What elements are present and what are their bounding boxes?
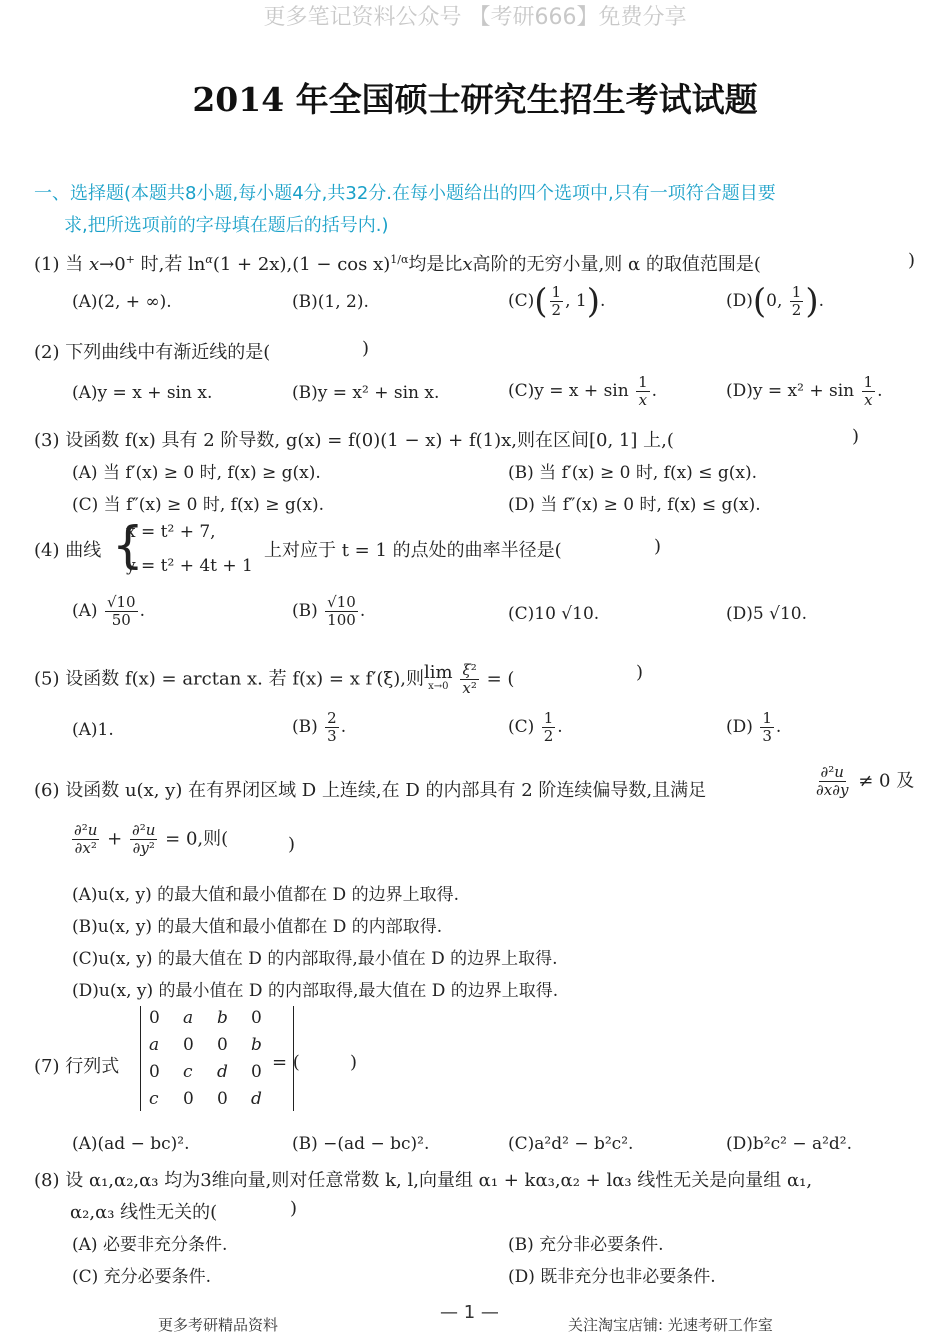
q4-option-b: (B) $\frac{√10}{100}$ .: [292, 593, 366, 629]
q6-option-b: (B)u(x, y) 的最大值和最小值都在 D 的内部取得.: [72, 917, 443, 937]
q2-option-d: (D)y = x² + sin $\frac{1}{x}$ .: [726, 373, 883, 409]
q8-option-a: (A) 必要非充分条件.: [72, 1235, 228, 1255]
question-6-stem: (6) 设函数 u(x, y) 在有界闭区域 D 上连续,在 D 的内部具有 2 阶连续偏导数,且满足: [34, 780, 707, 801]
q2-option-b: (B)y = x² + sin x.: [292, 383, 440, 403]
matrix-cell: 0: [251, 1008, 262, 1028]
q4-option-c: (C)10 √10.: [508, 604, 600, 624]
matrix-cell: b: [251, 1035, 262, 1055]
question-4-label: (4) 曲线: [34, 540, 102, 561]
q3-option-b: (B) 当 f′(x) ≥ 0 时, f(x) ≤ g(x).: [508, 463, 757, 483]
q1-option-b: (B)(1, 2).: [292, 292, 369, 312]
question-8-line-1: (8) 设 α₁,α₂,α₃ 均为3维向量,则对任意常数 k, l,向量组 α₁ + kα₃,α₂ + lα₃ 线性无关是向量组 α₁,: [34, 1170, 813, 1191]
matrix-cell: c: [183, 1062, 193, 1082]
footer-right: 关注淘宝店铺: 光速考研工作室: [568, 1316, 773, 1334]
q5-option-b: (B) $\frac{2}{3}$ .: [292, 709, 347, 745]
question-8-line-2: α₂,α₃ 线性无关的(: [70, 1202, 218, 1223]
q7-option-a: (A)(ad − bc)².: [72, 1134, 190, 1154]
q4-eq2: y = t² + 4t + 1: [126, 556, 253, 576]
page-number: — 1 —: [440, 1302, 499, 1323]
q5-option-c: (C) $\frac{1}{2}$ .: [508, 709, 563, 745]
section-line-1: 一、选择题(本题共8小题,每小题4分,共32分.在每小题给出的四个选项中,只有一项符合题目要: [34, 183, 776, 204]
q1-option-a: (A)(2, + ∞).: [72, 292, 172, 312]
question-6-close: ): [288, 834, 296, 855]
matrix-cell: a: [149, 1035, 160, 1055]
question-5-close: ): [636, 662, 644, 683]
matrix-cell: a: [183, 1008, 194, 1028]
matrix-cell: 0: [149, 1008, 160, 1028]
matrix-cell: d: [251, 1089, 262, 1109]
section-header: [34, 178, 776, 242]
question-8-close: ): [290, 1198, 298, 1219]
question-4-stem: 上对应于 t = 1 的点处的曲率半径是(: [264, 540, 562, 561]
question-7-close: ): [350, 1052, 358, 1073]
section-line-2: 求,把所选项前的字母填在题后的括号内.): [64, 215, 389, 236]
question-5-stem: (5) 设函数 f(x) = arctan x. 若 f(x) = x f′(ξ),则 lim x→0 $\frac{\text{ξ²}}{\text{x²}}$ = (: [34, 661, 515, 697]
question-3-stem: (3) 设函数 f(x) 具有 2 阶导数, g(x) = f(0)(1 − x) + f(1)x,则在区间[0, 1] 上,(: [34, 430, 674, 451]
question-2-stem: (2) 下列曲线中有渐近线的是(: [34, 342, 271, 363]
question-3-close: ): [852, 426, 860, 447]
matrix-cell: 0: [217, 1089, 228, 1109]
q2-option-a: (A)y = x + sin x.: [72, 383, 213, 403]
page-title: 2014 年全国硕士研究生招生考试试题: [192, 80, 758, 119]
q6-option-a: (A)u(x, y) 的最大值和最小值都在 D 的边界上取得.: [72, 885, 459, 905]
question-2-close: ): [362, 338, 370, 359]
q6-mixed-partial: $\frac{\text{∂²u}}{\partial x\partial y}$ ≠ 0 及: [816, 763, 915, 799]
q7-option-c: (C)a²d² − b²c².: [508, 1134, 634, 1154]
question-7-label: (7) 行列式: [34, 1056, 120, 1077]
q6-option-c: (C)u(x, y) 的最大值在 D 的内部取得,最小值在 D 的边界上取得.: [72, 949, 558, 969]
footer-left: 更多考研精品资料: [158, 1316, 279, 1334]
q8-option-d: (D) 既非充分也非必要条件.: [508, 1267, 716, 1287]
question-7-stem: = (: [272, 1052, 300, 1073]
q8-option-b: (B) 充分非必要条件.: [508, 1235, 664, 1255]
q5-option-a: (A)1.: [72, 720, 114, 740]
q1-option-c: (C)( $\frac{1}{2}$ , 1).: [508, 281, 606, 322]
q4-option-d: (D)5 √10.: [726, 604, 807, 624]
matrix-cell: d: [217, 1062, 228, 1082]
q5-option-d: (D) $\frac{1}{3}$ .: [726, 709, 782, 745]
q3-option-a: (A) 当 f′(x) ≥ 0 时, f(x) ≥ g(x).: [72, 463, 321, 483]
q8-option-c: (C) 充分必要条件.: [72, 1267, 212, 1287]
q4-option-a: (A) $\frac{√10}{50}$ .: [72, 593, 146, 629]
q4-eq1: x = t² + 7,: [126, 522, 216, 542]
q7-option-d: (D)b²c² − a²d².: [726, 1134, 853, 1154]
matrix-cell: 0: [149, 1062, 160, 1082]
question-4-close: ): [654, 536, 662, 557]
q7-determinant: [140, 1006, 294, 1111]
matrix-cell: 0: [251, 1062, 262, 1082]
matrix-cell: 0: [183, 1089, 194, 1109]
matrix-cell: 0: [217, 1035, 228, 1055]
q6-option-d: (D)u(x, y) 的最小值在 D 的内部取得,最大值在 D 的边界上取得.: [72, 981, 559, 1001]
question-1-stem: (1) 当 x→0+ 时,若 $\ln^\alpha(1 + 2x),(1 - \cos x)^{1/\alpha}$均是比x高阶的无穷小量,则 α 的取值范围是(: [34, 253, 761, 275]
q3-option-c: (C) 当 f″(x) ≥ 0 时, f(x) ≥ g(x).: [72, 495, 324, 515]
watermark: 更多笔记资料公众号 【考研666】免费分享: [263, 5, 687, 30]
matrix-cell: c: [149, 1089, 159, 1109]
question-1-close: ): [908, 250, 916, 271]
q4-brace: {: [112, 516, 144, 574]
q3-option-d: (D) 当 f″(x) ≥ 0 时, f(x) ≤ g(x).: [508, 495, 761, 515]
matrix-cell: 0: [183, 1035, 194, 1055]
q2-option-c: (C)y = x + sin $\frac{1}{x}$ .: [508, 373, 658, 409]
q6-laplace: $\frac{\text{∂²u}}{\text{∂x²}}$ + $\frac{\text{∂²u}}{\text{∂y²}}$ = 0,则(: [74, 821, 229, 857]
q7-option-b: (B) −(ad − bc)².: [292, 1134, 430, 1154]
q1-option-d: (D)(0, $\frac{1}{2}$ ).: [726, 281, 825, 322]
matrix-cell: b: [217, 1008, 228, 1028]
